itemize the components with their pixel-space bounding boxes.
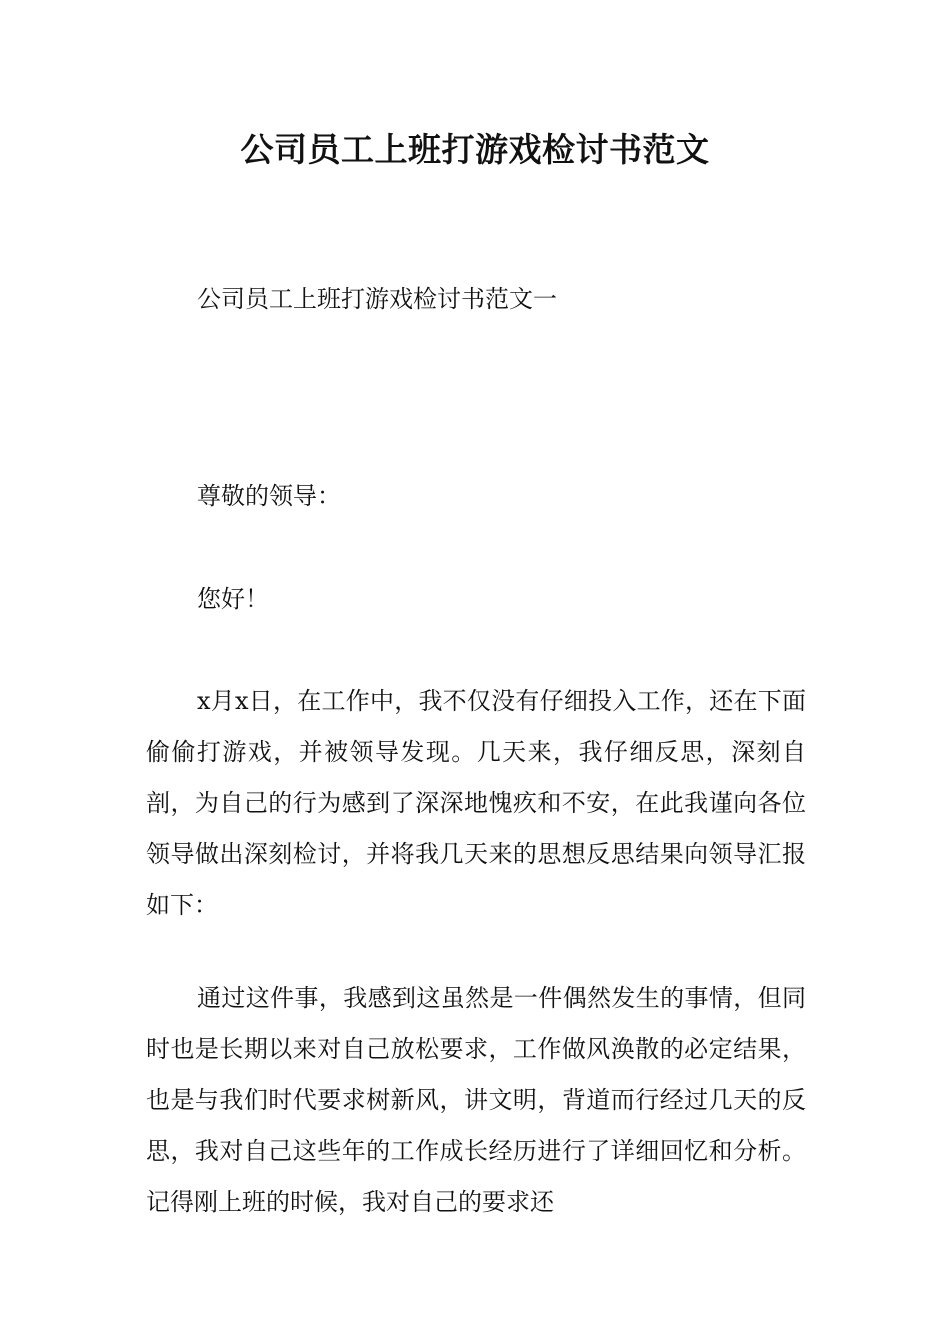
- body-paragraph-2: 通过这件事，我感到这虽然是一件偶然发生的事情，但同时也是长期以来对自己放松要求，工作做风涣散的必定结果，也是与我们时代要求树新风，讲文明，背道而行经过几天的反思，我对自己这些年的工作成长经历进行了详细回忆和分析。记得刚上班的时候，我对自己的要求还: [146, 984, 806, 1216]
- body-paragraph-1: x月x日，在工作中，我不仅没有仔细投入工作，还在下面偷偷打游戏，并被领导发现。几天来，我仔细反思，深刻自剖，为自己的行为感到了深深地愧疚和不安，在此我谨向各位领导做出深刻检讨，并将我几天来的思想反思结果向领导汇报如下：: [146, 687, 806, 919]
- document-subtitle: 公司员工上班打游戏检讨书范文一: [197, 285, 557, 313]
- document-title: 公司员工上班打游戏检讨书范文: [240, 130, 710, 169]
- salutation: 尊敬的领导：: [197, 482, 341, 510]
- greeting: 您好！: [197, 585, 269, 613]
